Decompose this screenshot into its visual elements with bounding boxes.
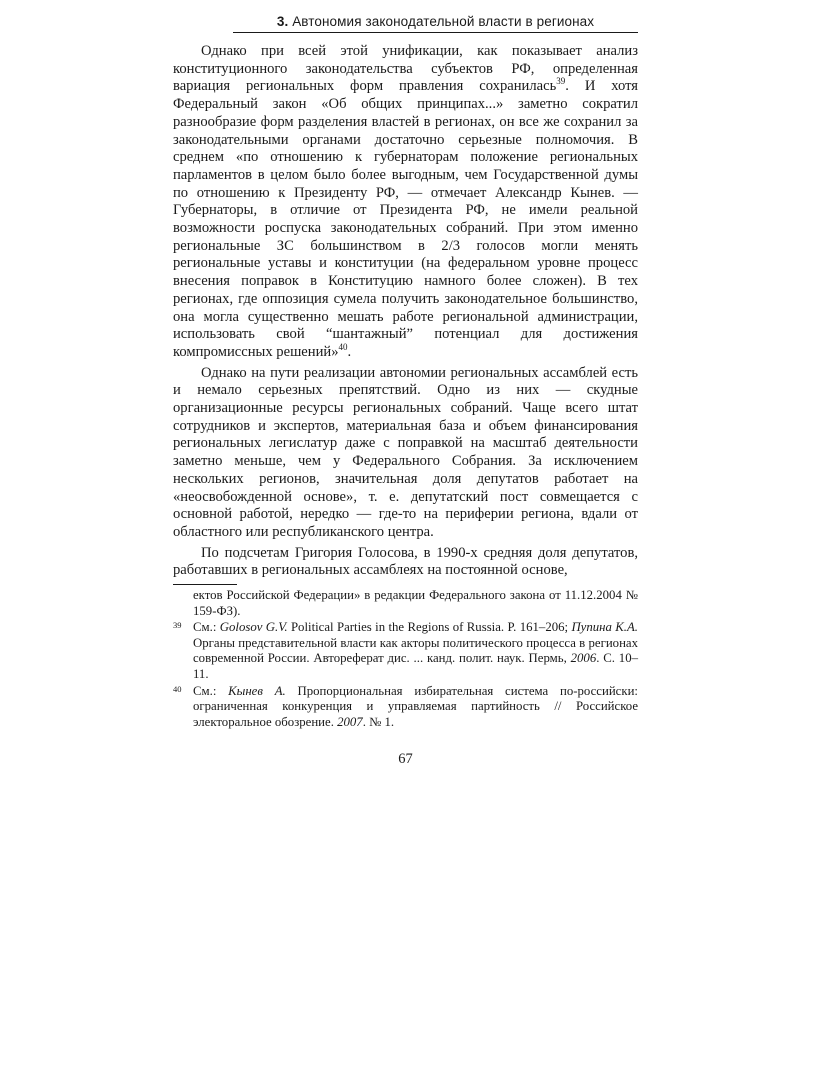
paragraph: [173, 43, 638, 362]
book-page: [173, 14, 638, 768]
paragraph: По подсчетам Григория Голосова, в 1990-х средняя доля депутатов, работавших в региональных ассамблеях на постоянной основе,: [173, 544, 638, 579]
footnote-text: См.: Golosov G.V. Political Parties in the Regions of Russia. P. 161–206; Пупина К.А. Органы представительной власти как акторы политического процесса в регионах современной России. Автореферат дис. ... канд. полит. наук. Пермь, 2006. С. 10–11.: [193, 620, 638, 682]
running-head: [233, 14, 638, 33]
footnote-mark: 40: [173, 683, 182, 694]
chapter-number: 3.: [276, 14, 289, 29]
paragraph-text: Однако при всей этой унификации, как показывает анализ конституционного законодательства субъектов РФ, определенная вариация региональных форм правления сохранилась: [173, 43, 638, 95]
footnote-ref-39: 39: [556, 76, 566, 87]
footnote-40: [173, 684, 638, 731]
footnotes: [173, 588, 638, 730]
page-number: 67: [398, 751, 413, 768]
footnote-39: [173, 620, 638, 682]
chapter-title: Автономия законодательной власти в регионах: [292, 14, 595, 29]
paragraph-text: .: [347, 343, 352, 360]
body-text: [173, 43, 638, 580]
footnote-text: См.: Кынев А. Пропорциональная избирательная система по-российски: ограниченная конкуренция и управляемая партийность // Российское электоральное обозрение. 2007. № 1.: [193, 683, 638, 729]
footnote-continuation: ектов Российской Федерации» в редакции Федерального закона от 11.12.2004 № 159-ФЗ).: [193, 588, 638, 618]
footnote-ref-40: 40: [338, 342, 348, 353]
paragraph-text: . И хотя Федеральный закон «Об общих принципах...» заметно сократил разнообразие форм разделения властей в регионах, он все же сохранил за законодательными органами достаточно серьезные полномочия. В среднем «по отношению к губернаторам положение региональных парламентов в целом было более выгодным, чем Государственной думы по отношению к Президенту РФ, — отмечает Александр Кынев. — Губернаторы, в отличие от Президента РФ, не имели реальной возможности роспуска законодательных собраний. При этом именно региональные ЗС большинством в 2/3 голосов могли менять региональные уставы и конституции (на федеральном уровне процесс внесения поправок в Конституцию намного более сложен). В тех регионах, где оппозиция сумела получить законодательное большинство, она могла существенно мешать работе региональной администрации, использовать свой “шантажный” потенциал для достижения компромиссных решений»: [173, 78, 638, 360]
footnote-rule: [173, 584, 237, 585]
paragraph: Однако на пути реализации автономии региональных ассамблей есть и немало серьезных препятствий. Одно из них — скудные организационные ресурсы региональных собраний. Чаще всего штат сотрудников и экспертов, материальная база и объем финансирования региональных легислатур даже с поправкой на масштаб деятельности заметно меньше, чем у Федерального Собрания. За исключением нескольких регионов, значительная доля депутатов работает на «неосвобожденной основе», т. е. депутатский пост совмещается с основной работой, нередко — где-то на периферии региона, вдали от областного или республиканского центра.: [173, 364, 638, 540]
footnote-mark: 39: [173, 620, 182, 631]
